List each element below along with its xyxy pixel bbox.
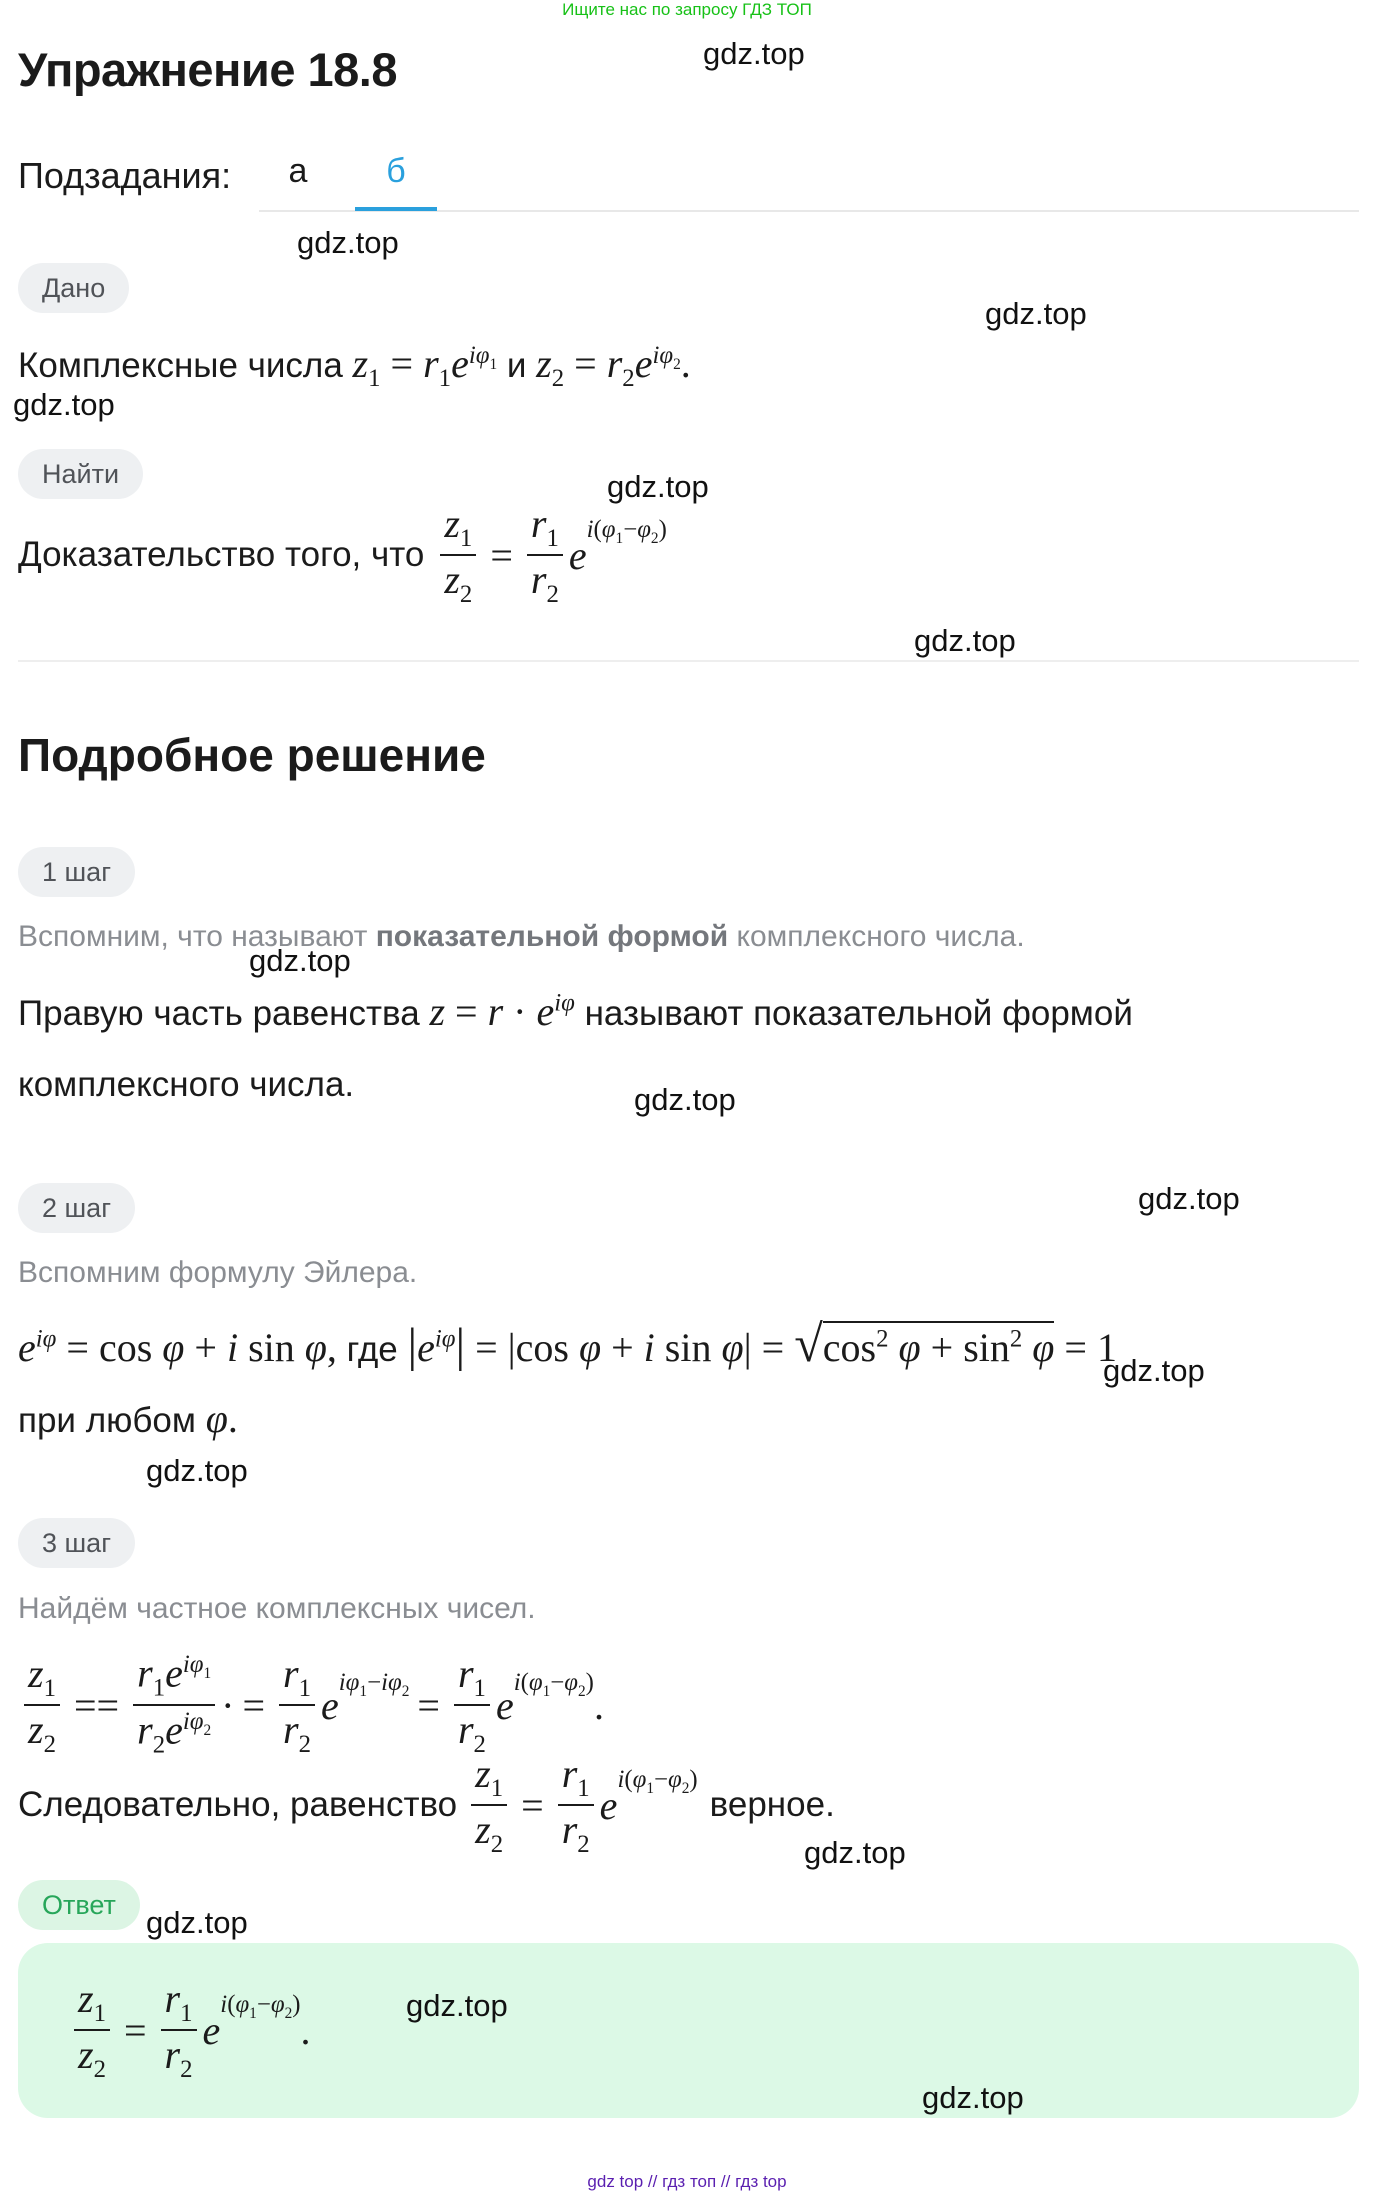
watermark: gdz.top — [703, 36, 805, 71]
step-1-formula: $z = r \cdot e^{i\varphi}$ — [429, 989, 575, 1034]
watermark: gdz.top — [985, 296, 1087, 331]
tab-a[interactable]: а — [288, 152, 308, 190]
solution-title: Подробное решение — [18, 729, 486, 781]
euler-formula: $e^{i\varphi} = \cos \varphi + i$ sin φ, — [18, 1325, 337, 1370]
step-1-hint-bold: показательной формой — [375, 920, 729, 953]
step-3-badge: 3 шаг — [18, 1518, 135, 1568]
step-3-formula — [18, 1650, 604, 1760]
given-line — [18, 340, 691, 393]
watermark: gdz.top — [249, 943, 351, 978]
watermark: gdz.top — [914, 623, 1016, 658]
step-1-line1 — [18, 988, 1133, 1035]
section-divider — [18, 660, 1359, 662]
step-2-line2 — [18, 1395, 238, 1442]
find-badge: Найти — [18, 449, 143, 499]
watermark: gdz.top — [146, 1905, 248, 1940]
active-tab-underline — [355, 207, 437, 211]
answer-math: $\frac{z_1}{z_2}$ = $\frac{r_1}{r_2}$ e $^{i (\varphi_1 -\varphi_2 )}$ . — [68, 1977, 311, 2084]
step-2-line1 — [18, 1315, 1117, 1374]
step-2-tail: при любом — [18, 1401, 196, 1440]
euler-modulus: $|e^{i\varphi}| = |\cos$ φ + i $\sin \varphi| = √\cos^2$ $\varphi + \sin^2 \varphi = 1$ — [407, 1316, 1117, 1373]
conclusion-formula: $\frac{z_1}{z_2}$ = $\frac{r_1}{r_2}$ e $^{i (\varphi_1 -\varphi_2 )}$ — [465, 1752, 698, 1859]
given-text: Комплексные числа — [18, 346, 343, 385]
subtasks-label: Подзадания: — [18, 155, 232, 196]
watermark: gdz.top — [1138, 1181, 1240, 1216]
watermark: gdz.top — [804, 1835, 906, 1870]
given-formula-z1: $z_1 = r_1e^{i\varphi_1}$ — [352, 341, 498, 392]
step-1-line2: комплексного числа. — [18, 1065, 355, 1104]
watermark: gdz.top — [922, 2080, 1024, 2115]
watermark: gdz.top — [1103, 1353, 1205, 1388]
step-1-line1-prefix: Правую часть равенства — [18, 994, 420, 1033]
step-2-where: где — [346, 1330, 398, 1369]
answer-badge: Ответ — [18, 1880, 140, 1930]
watermark: gdz.top — [13, 387, 115, 422]
bottom-note: gdz top // гдз топ // гдз top — [587, 2172, 787, 2191]
step-1-badge: 1 шаг — [18, 847, 135, 897]
step-1-hint — [18, 920, 1025, 954]
watermark: gdz.top — [406, 1988, 508, 2023]
top-note: Ищите нас по запросу ГДЗ ТОП — [562, 0, 812, 19]
step-1-hint-text: Вспомним, что называют — [18, 920, 368, 953]
step-2-phi: φ. — [205, 1396, 238, 1441]
watermark: gdz.top — [634, 1082, 736, 1117]
conclusion-prefix: Следовательно, равенство — [18, 1785, 458, 1824]
step-3-hint: Найдём частное комплексных чисел. — [18, 1592, 536, 1625]
watermark: gdz.top — [297, 225, 399, 260]
step-2-hint: Вспомним формулу Эйлера. — [18, 1256, 418, 1289]
step-2-badge: 2 шаг — [18, 1183, 135, 1233]
conclusion-suffix: верное. — [709, 1785, 835, 1824]
given-formula-z2: $z_2 = r_2e^{i\varphi_2}$. — [536, 341, 691, 392]
step-3-conclusion — [18, 1750, 835, 1858]
watermark: gdz.top — [146, 1453, 248, 1488]
find-line — [18, 500, 667, 608]
find-formula: $\frac{z_1}{z_2}$ = $\frac{r_1}{r_2}$ e $^{i (\varphi_1 -\varphi_2 )}$ — [434, 502, 667, 609]
answer-formula — [68, 1975, 311, 2083]
given-and: и — [506, 346, 527, 385]
tab-b[interactable]: б — [386, 152, 406, 190]
step-1-hint-tail: комплексного числа. — [736, 920, 1025, 953]
find-text: Доказательство того, что — [18, 535, 425, 574]
step-1-line1-suffix: называют показательной формой — [584, 994, 1133, 1033]
page-title: Упражнение 18.8 — [18, 43, 397, 96]
given-badge: Дано — [18, 263, 129, 313]
quotient-derivation: $\frac{z_1}{z_2}$ == $\frac{r_1e^{i\varphi_1}}{r_2e^{i\varphi_2}}$ · = $\frac{r_1}{r_2}$ e $^{i\varphi_1 -i\varphi_2}$ = $\frac{r_1}{r_2}$ e $^{i (\varphi_1 -\varphi_2 )}$ . — [18, 1651, 604, 1758]
watermark: gdz.top — [607, 469, 709, 504]
